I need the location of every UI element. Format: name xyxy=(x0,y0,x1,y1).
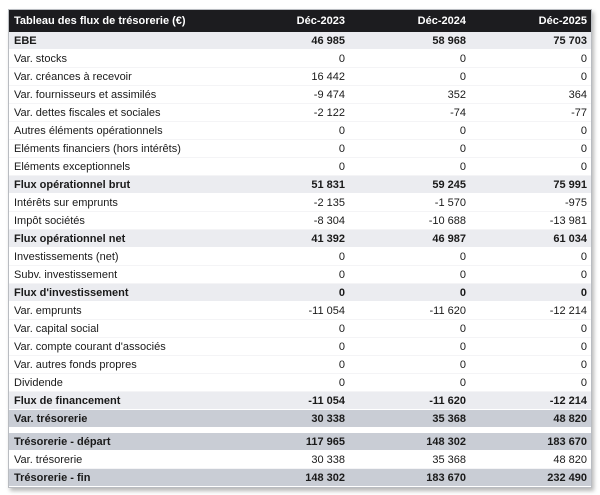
table-row xyxy=(9,86,591,104)
row-label: Flux opérationnel brut xyxy=(14,178,131,191)
cell-value: 0 xyxy=(338,376,345,389)
cell-value: 16 442 xyxy=(311,70,345,83)
cell-value: 0 xyxy=(459,376,466,389)
table-row xyxy=(9,320,591,338)
row-label: Var. trésorerie xyxy=(14,453,83,466)
cell-value: 48 820 xyxy=(553,453,587,466)
cell-value: 0 xyxy=(459,286,466,299)
table-row xyxy=(9,451,591,469)
cell-value: -12 214 xyxy=(549,394,587,407)
column-header-dec-2025: Déc-2025 xyxy=(538,14,587,27)
cell-value: 0 xyxy=(580,358,587,371)
row-label: Var. autres fonds propres xyxy=(14,358,137,371)
cell-value: 0 xyxy=(459,340,466,353)
row-label: Flux de financement xyxy=(14,394,121,407)
cell-value: 0 xyxy=(580,124,587,137)
cell-value: 35 368 xyxy=(432,412,466,425)
cell-value: 75 991 xyxy=(553,178,587,191)
table-row xyxy=(9,230,591,248)
row-label: EBE xyxy=(14,34,37,47)
cell-value: -11 620 xyxy=(429,394,466,407)
row-label: Eléments financiers (hors intérêts) xyxy=(14,142,181,155)
cell-value: 0 xyxy=(338,160,345,173)
cell-value: 232 490 xyxy=(547,471,587,484)
table-row xyxy=(9,302,591,320)
table-row xyxy=(9,338,591,356)
table-row xyxy=(9,433,591,451)
cell-value: 0 xyxy=(580,268,587,281)
row-label: Trésorerie - départ xyxy=(14,435,111,448)
cell-value: -12 214 xyxy=(549,304,587,317)
table-row xyxy=(9,469,591,487)
row-label: Flux d'investissement xyxy=(14,286,129,299)
row-label: Var. dettes fiscales et sociales xyxy=(14,106,161,119)
cell-value: 0 xyxy=(338,340,345,353)
row-label: Dividende xyxy=(14,376,63,389)
cell-value: -975 xyxy=(564,196,587,209)
cell-value: 0 xyxy=(459,358,466,371)
cell-value: 352 xyxy=(447,88,466,101)
table-row xyxy=(9,374,591,392)
cell-value: 41 392 xyxy=(311,232,345,245)
row-label: Intérêts sur emprunts xyxy=(14,196,118,209)
cell-value: 75 703 xyxy=(553,34,587,47)
table-row xyxy=(9,248,591,266)
table-row xyxy=(9,284,591,302)
cell-value: 0 xyxy=(338,358,345,371)
table-row xyxy=(9,212,591,230)
row-label: Var. trésorerie xyxy=(14,412,88,425)
cell-value: 58 968 xyxy=(432,34,466,47)
table-title: Tableau des flux de trésorerie (€) xyxy=(14,14,186,27)
table-row xyxy=(9,392,591,410)
cell-value: 0 xyxy=(580,376,587,389)
cell-value: 0 xyxy=(338,124,345,137)
cell-value: 0 xyxy=(459,160,466,173)
cell-value: 61 034 xyxy=(553,232,587,245)
row-label: Var. compte courant d'associés xyxy=(14,340,166,353)
cell-value: 46 987 xyxy=(432,232,466,245)
cell-value: -77 xyxy=(571,106,587,119)
cell-value: 0 xyxy=(338,322,345,335)
cell-value: -8 304 xyxy=(313,214,345,227)
cell-value: 0 xyxy=(580,250,587,263)
cell-value: -11 054 xyxy=(308,304,345,317)
cell-value: 0 xyxy=(459,70,466,83)
cell-value: -11 620 xyxy=(429,304,466,317)
cell-value: 0 xyxy=(459,322,466,335)
cell-value: 148 302 xyxy=(305,471,345,484)
cell-value: 183 670 xyxy=(426,471,466,484)
row-label: Var. fournisseurs et assimilés xyxy=(14,88,157,101)
cell-value: 0 xyxy=(580,52,587,65)
cell-value: 51 831 xyxy=(311,178,345,191)
table-row xyxy=(9,32,591,50)
table-row xyxy=(9,356,591,374)
cell-value: -74 xyxy=(450,106,466,119)
row-label: Flux opérationnel net xyxy=(14,232,126,245)
table-row xyxy=(9,104,591,122)
cashflow-table xyxy=(8,9,592,488)
column-header-dec-2023: Déc-2023 xyxy=(296,14,345,27)
cell-value: -11 054 xyxy=(308,394,345,407)
cell-value: 0 xyxy=(580,160,587,173)
cell-value: 0 xyxy=(338,286,345,299)
cell-value: 0 xyxy=(580,340,587,353)
row-label: Impôt sociétés xyxy=(14,214,85,227)
cell-value: 0 xyxy=(459,250,466,263)
table-body xyxy=(9,32,591,487)
cell-value: -2 122 xyxy=(313,106,345,119)
table-row xyxy=(9,176,591,194)
row-label: Trésorerie - fin xyxy=(14,471,91,484)
cell-value: 0 xyxy=(459,52,466,65)
row-label: Var. stocks xyxy=(14,52,67,65)
table-row xyxy=(9,122,591,140)
cell-value: 46 985 xyxy=(311,34,345,47)
cell-value: 0 xyxy=(338,142,345,155)
column-header-dec-2024: Déc-2024 xyxy=(417,14,466,27)
cell-value: -1 570 xyxy=(434,196,466,209)
row-label: Subv. investissement xyxy=(14,268,118,281)
table-row xyxy=(9,194,591,212)
cell-value: 35 368 xyxy=(432,453,466,466)
row-label: Autres éléments opérationnels xyxy=(14,124,163,137)
cell-value: 0 xyxy=(580,142,587,155)
cell-value: 0 xyxy=(459,124,466,137)
row-label: Eléments exceptionnels xyxy=(14,160,131,173)
cell-value: 30 338 xyxy=(311,412,345,425)
row-label: Investissements (net) xyxy=(14,250,119,263)
cell-value: -2 135 xyxy=(313,196,345,209)
cell-value: 0 xyxy=(580,70,587,83)
table-row xyxy=(9,266,591,284)
table-row xyxy=(9,410,591,428)
table-row xyxy=(9,140,591,158)
cell-value: 0 xyxy=(459,142,466,155)
row-label: Var. emprunts xyxy=(14,304,82,317)
table-row xyxy=(9,50,591,68)
cell-value: 0 xyxy=(338,268,345,281)
cell-value: 30 338 xyxy=(311,453,345,466)
cell-value: 148 302 xyxy=(426,435,466,448)
cell-value: 183 670 xyxy=(547,435,587,448)
cell-value: 0 xyxy=(580,322,587,335)
cell-value: -9 474 xyxy=(313,88,345,101)
cell-value: 0 xyxy=(338,250,345,263)
cell-value: 0 xyxy=(338,52,345,65)
cell-value: 59 245 xyxy=(432,178,466,191)
cell-value: 48 820 xyxy=(553,412,587,425)
cell-value: 364 xyxy=(568,88,587,101)
cell-value: 0 xyxy=(580,286,587,299)
cell-value: -10 688 xyxy=(428,214,466,227)
table-row xyxy=(9,68,591,86)
table-header-row xyxy=(9,10,591,32)
table-row xyxy=(9,158,591,176)
row-label: Var. capital social xyxy=(14,322,99,335)
row-label: Var. créances à recevoir xyxy=(14,70,132,83)
cell-value: 0 xyxy=(459,268,466,281)
cell-value: -13 981 xyxy=(549,214,587,227)
cell-value: 117 965 xyxy=(305,435,345,448)
